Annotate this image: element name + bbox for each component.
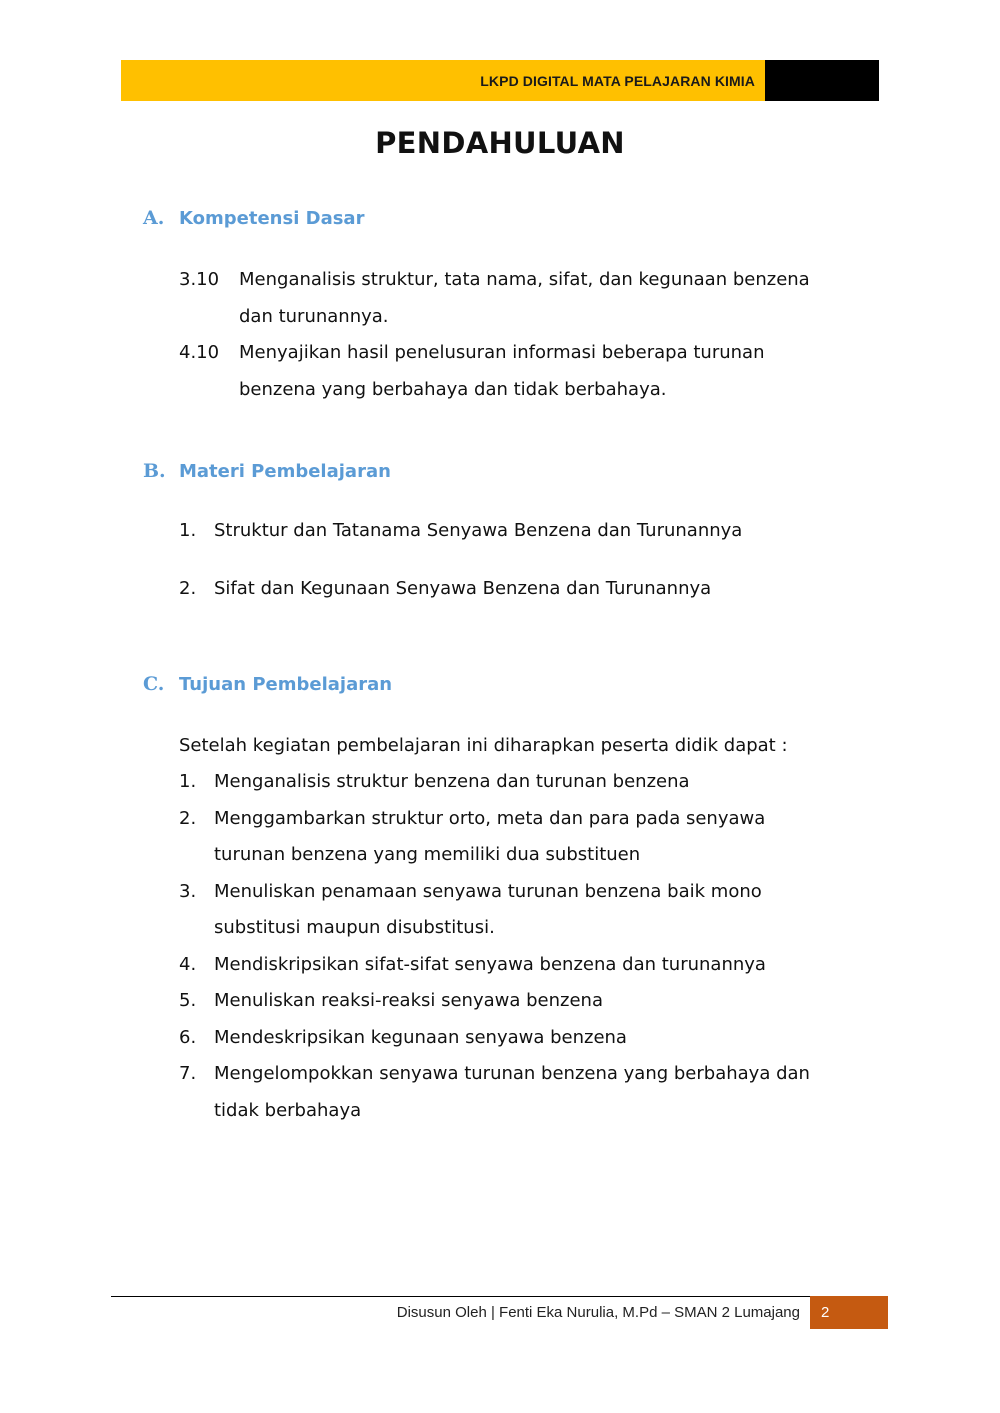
section-c-letter: C. (143, 673, 165, 695)
kompetensi-item (179, 335, 859, 408)
list-item-text: Mendeskripsikan kegunaan senyawa benzena (214, 1026, 627, 1048)
materi-item-number: 2. (179, 578, 197, 599)
list-item-text: Menggambarkan struktur orto, meta dan para pada senyawa turunan benzena yang memiliki dua substituen (214, 807, 766, 865)
section-c-heading (143, 673, 392, 695)
list-item-number: 2. (179, 807, 197, 829)
materi-item (179, 571, 859, 608)
list-item (179, 764, 859, 801)
list-item-number: 4. (179, 953, 197, 975)
materi-item-number: 1. (179, 520, 197, 541)
page-title: PENDAHULUAN (375, 126, 625, 160)
list-item-number: 1. (179, 771, 197, 792)
list-item (179, 1020, 859, 1057)
list-item (179, 1056, 859, 1129)
section-a-letter: A. (143, 207, 165, 229)
document-header (121, 60, 879, 101)
kompetensi-item-number: 3.10 (179, 269, 220, 290)
tujuan-list (179, 764, 859, 1129)
list-item (179, 874, 859, 947)
section-b-letter: B. (143, 460, 166, 482)
list-item-text: Mendiskripsikan sifat-sifat senyawa benzena dan turunannya (214, 953, 766, 975)
tujuan-intro: Setelah kegiatan pembelajaran ini diharapkan peserta didik dapat : (179, 735, 788, 756)
list-item (179, 983, 859, 1020)
page-number: 2 (810, 1296, 888, 1329)
materi-item (179, 513, 859, 550)
footer-divider (111, 1296, 811, 1297)
materi-item-text: Sifat dan Kegunaan Senyawa Benzena dan Turunannya (214, 578, 712, 599)
list-item-number: 5. (179, 990, 197, 1011)
footer-credit: Disusun Oleh | Fenti Eka Nurulia, M.Pd – SMAN 2 Lumajang (396, 1304, 800, 1321)
header-black-band (765, 60, 879, 101)
list-item-text: Mengelompokkan senyawa turunan benzena yang berbahaya dan tidak berbahaya (214, 1063, 810, 1121)
list-item-number: 7. (179, 1063, 197, 1084)
list-item-number: 6. (179, 1026, 197, 1048)
section-a-title: Kompetensi Dasar (179, 208, 365, 229)
materi-item-text: Struktur dan Tatanama Senyawa Benzena dan Turunannya (214, 520, 743, 541)
section-b-title: Materi Pembelajaran (179, 461, 391, 482)
header-title: LKPD DIGITAL MATA PELAJARAN KIMIA (480, 72, 755, 89)
section-b-heading (143, 460, 391, 482)
list-item (179, 801, 859, 874)
kompetensi-item (179, 262, 859, 335)
kompetensi-item-text: Menyajikan hasil penelusuran informasi beberapa turunan benzena yang berbahaya dan tidak berbahaya. (239, 342, 765, 400)
section-c-title: Tujuan Pembelajaran (179, 674, 393, 695)
list-item-number: 3. (179, 880, 197, 902)
header-yellow-band (121, 60, 765, 101)
list-item-text: Menganalisis struktur benzena dan turunan benzena (214, 771, 690, 792)
list-item-text: Menuliskan penamaan senyawa turunan benzena baik mono substitusi maupun disubstitusi. (214, 880, 762, 938)
section-a-heading (143, 207, 364, 229)
list-item (179, 947, 859, 984)
list-item-text: Menuliskan reaksi-reaksi senyawa benzena (214, 990, 603, 1011)
kompetensi-item-number: 4.10 (179, 342, 220, 363)
kompetensi-item-text: Menganalisis struktur, tata nama, sifat, dan kegunaan benzena dan turunannya. (239, 269, 810, 327)
